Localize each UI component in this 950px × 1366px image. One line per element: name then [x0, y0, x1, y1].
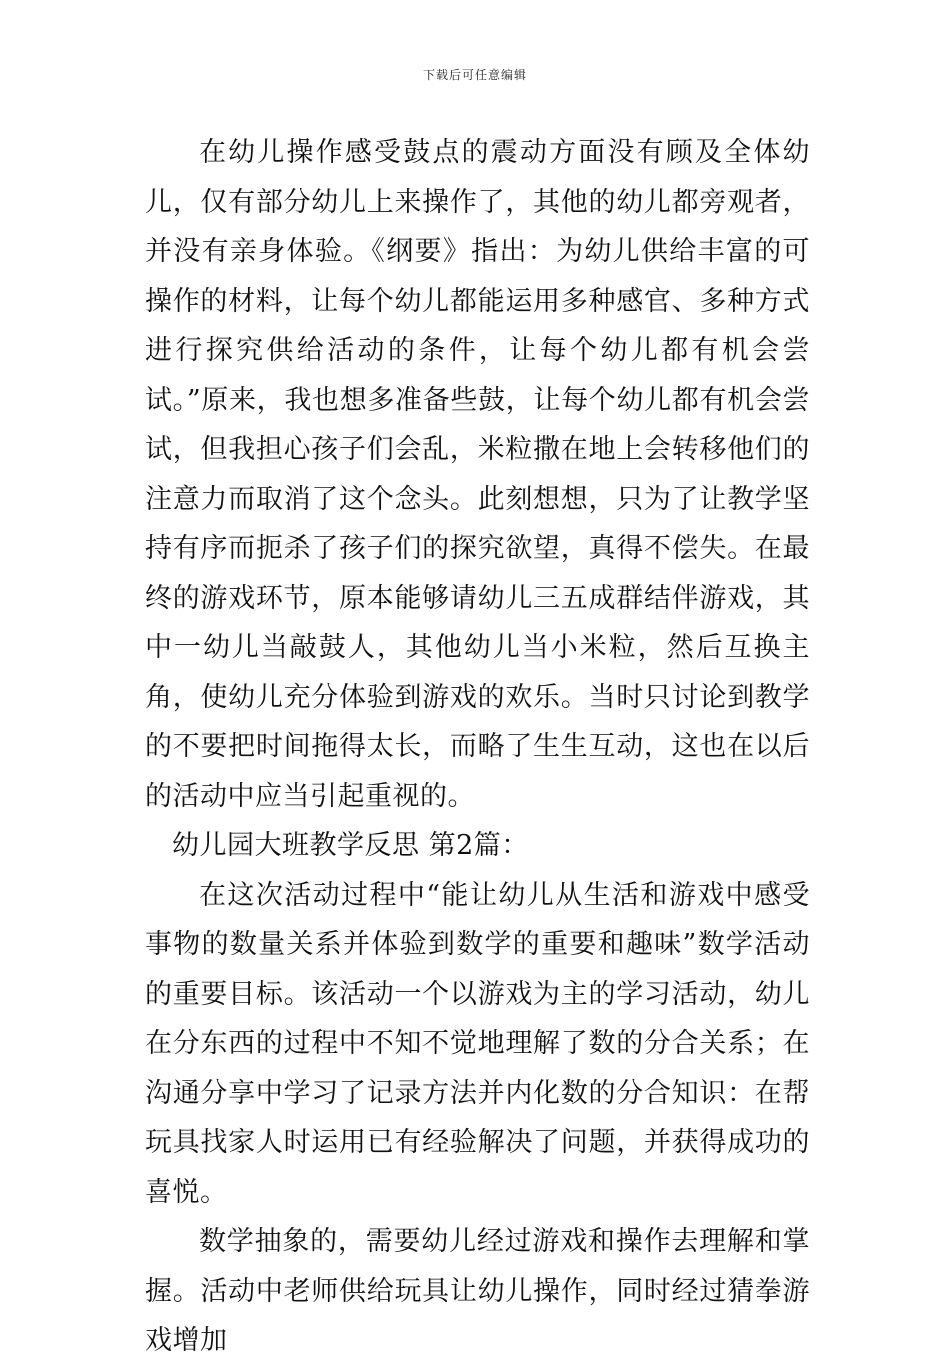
body-paragraph: 在这次活动过程中“能让幼儿从生活和游戏中感受事物的数量关系并体验到数学的重要和趣味”数学活动的重要目标。该活动一个以游戏为主的学习活动，幼儿在分东西的过程中不知不觉地理解了数的分合关系；在沟通分享中学习了记录方法并内化数的分合知识：在帮玩具找家人时运用已有经验解决了问题，并获得成功的喜悦。 [145, 879, 810, 1208]
document-body [145, 128, 810, 1366]
body-paragraph: 数学抽象的，需要幼儿经过游戏和操作去理解和掌握。活动中老师供给玩具让幼儿操作，同时经过猜拳游戏增加 [145, 1226, 810, 1356]
body-paragraph: 在幼儿操作感受鼓点的震动方面没有顾及全体幼儿，仅有部分幼儿上来操作了，其他的幼儿都旁观者，并没有亲身体验。《纲要》指出：为幼儿供给丰富的可操作的材料，让每个幼儿都能运用多种感官、多种方式进行探究供给活动的条件，让每个幼儿都有机会尝试。”原来，我也想多准备些鼓，让每个幼儿都有机会尝试，但我担心孩子们会乱，米粒撒在地上会转移他们的注意力而取消了这个念头。此刻想想，只为了让教学坚持有序而扼杀了孩子们的探究欲望，真得不偿失。在最终的游戏环节，原本能够请幼儿三五成群结伴游戏，其中一幼儿当敲鼓人，其他幼儿当小米粒，然后互换主角，使幼儿充分体验到游戏的欢乐。当时只讨论到教学的不要把时间拖得太长，而略了生生互动，这也在以后的活动中应当引起重视的。 [145, 137, 810, 812]
section-heading: 幼儿园大班教学反思 第2篇： [172, 830, 529, 861]
page-header: 下载后可任意编辑 [422, 68, 527, 82]
